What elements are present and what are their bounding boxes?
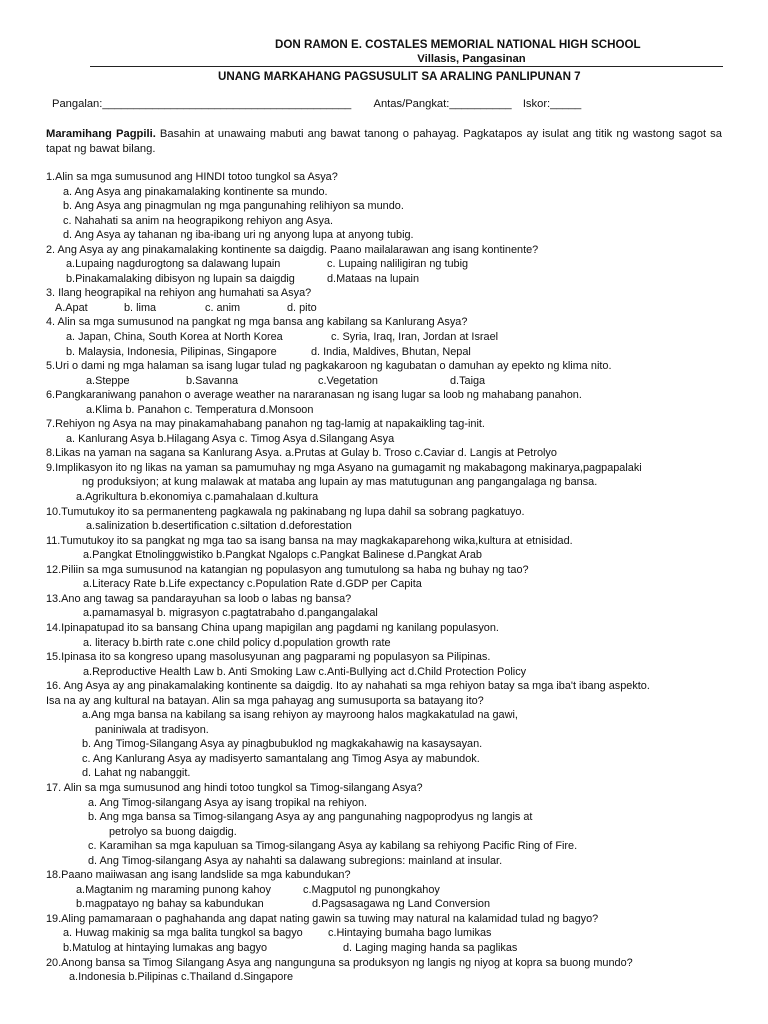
question-text: Isa na ay ang kultural na batayan. Alin sa mga pahayag ang sumusuporta sa batayang ito? [46, 694, 484, 707]
choice-line: a. literacy b.birth rate c.one child policy d.population growth rate [83, 636, 391, 649]
instructions-title: Maramihang Pagpili. [46, 128, 156, 140]
choice: d. Laging maging handa sa paglikas [343, 941, 518, 954]
choice-row [46, 897, 726, 912]
choice: b. Malaysia, Indonesia, Pilipinas, Singapore [66, 345, 277, 358]
choice-line: a. Ang Timog-silangang Asya ay isang tropikal na rehiyon. [88, 796, 368, 809]
choice-row [46, 272, 726, 287]
question-19: 19.Aling pamamaraan o paghahanda ang dapat nating gawin sa tuwing may natural na kalamidad tulad ng bagyo? [46, 912, 599, 925]
choice-line: a.Ang mga bansa na kabilang sa isang rehiyon ay mayroong halos magkakatulad na gawi, [82, 709, 518, 722]
question-18: 18.Paano maiiwasan ang isang landslide sa mga kabundukan? [46, 869, 351, 882]
question-6: 6.Pangkaraniwang panahon o average weather na nararanasan ng isang lugar sa loob ng mahabang panahon. [46, 389, 582, 402]
choice: c. Syria, Iraq, Iran, Jordan at Israel [331, 331, 499, 344]
choice-row [46, 926, 726, 941]
question-2: 2. Ang Asya ay ang pinakamalaking kontinente sa daigdig. Paano mailalarawan ang isang kontinente? [46, 243, 539, 256]
choice-line: a.salinization b.desertification c.siltation d.deforestation [86, 520, 352, 533]
choice: b. lima [124, 301, 157, 314]
instructions-text: Basahin at unawaing mabuti ang bawat tanong o pahayag. Pagkatapos ay isulat ang titik ng wastong sagot sa tapat ng bawat bilang. [46, 128, 722, 155]
choice-line: c. Nahahati sa anim na heograpikong rehiyon ang Asya. [63, 214, 334, 227]
choice-line: d. Ang Asya ay tahanan ng iba-ibang uri ng anyong lupa at anyong tubig. [63, 229, 414, 242]
choice-row [46, 374, 726, 389]
choice: b.Matulog at hintaying lumakas ang bagyo [63, 941, 268, 954]
choice-row [46, 301, 726, 316]
choice: a. Huwag makinig sa mga balita tungkol sa bagyo [63, 927, 303, 940]
question-5: 5.Uri o dami ng mga halaman sa isang lugar tulad ng pagkakaroon ng kagubatan o damuhan ay epekto ng klima nito. [46, 360, 612, 373]
choice: c.Magputol ng punongkahoy [303, 883, 440, 896]
choice: a.Steppe [86, 374, 130, 387]
choice: d. India, Maldives, Bhutan, Nepal [311, 345, 471, 358]
question-4: 4. Alin sa mga sumusunod na pangkat ng mga bansa ang kabilang sa Kanlurang Asya? [46, 316, 468, 329]
choice-line: c. Ang Kanlurang Asya ay madisyerto samantalang ang Timog Asya ay mabundok. [82, 752, 480, 765]
choice-line: a. Kanlurang Asya b.Hilagang Asya c. Timog Asya d.Silangang Asya [66, 432, 395, 445]
question-16: 16. Ang Asya ay ang pinakamalaking kontinente sa daigdig. Ito ay nahahati sa mga rehiyon batay sa mga iba't ibang aspekto. [46, 680, 650, 693]
choice-line: b. Ang mga bansa sa Timog-silangang Asya ay ang pangunahing nagpoprodyus ng langis at [88, 811, 533, 824]
instructions [46, 127, 722, 157]
grade-section-field[interactable]: Antas/Pangkat:__________ [373, 98, 512, 110]
choice-line: paniniwala at tradisyon. [95, 723, 209, 736]
choice-row [46, 257, 726, 272]
choice-line: a.Literacy Rate b.Life expectancy c.Population Rate d.GDP per Capita [83, 578, 422, 591]
choice: a.Magtanim ng maraming punong kahoy [76, 883, 271, 896]
choice-line: c. Karamihan sa mga kapuluan sa Timog-silangang Asya ay kabilang sa rehiyong Pacific Ring of Fire. [88, 840, 578, 853]
choice: b.Savanna [186, 374, 239, 387]
question-9: 9.Implikasyon ito ng likas na yaman sa pamumuhay ng mga Asyano na gumagamit ng makabagong makinarya,pagpapalaki [46, 461, 642, 474]
choice-line: b. Ang Timog-Silangang Asya ay pinagbubuklod ng magkakahawig na kasaysayan. [82, 738, 483, 751]
choice: A.Apat [55, 301, 88, 314]
questions-list [46, 170, 726, 985]
choice: d. pito [287, 301, 317, 314]
question-3: 3. Ilang heograpikal na rehiyon ang humahati sa Asya? [46, 287, 312, 300]
choice: a. Japan, China, South Korea at North Korea [66, 331, 283, 344]
school-location: Villasis, Pangasinan [417, 53, 526, 65]
choice-row [46, 330, 726, 345]
question-10: 10.Tumutukoy ito sa permanenteng pagkawala ng pakinabang ng lupa dahil sa sobrang pagkatuyo. [46, 505, 525, 518]
question-14: 14.Ipinapatupad ito sa bansang China upang mapigilan ang pagdami ng kanilang populasyon. [46, 621, 499, 634]
choice: c. anim [205, 301, 241, 314]
choice-line: b. Ang Asya ang pinagmulan ng mga pangunahing relihiyon sa mundo. [63, 200, 404, 213]
question-11: 11.Tumutukoy ito sa pangkat ng mga tao sa isang bansa na may magkakaparehong wika,kultura at etnisidad. [46, 534, 573, 547]
choice-line: a.Agrikultura b.ekonomiya c.pamahalaan d.kultura [76, 491, 319, 504]
choice: c.Hintaying bumaha bago lumikas [328, 927, 492, 940]
choice: d.Pagsasagawa ng Land Conversion [312, 898, 491, 911]
choice-line: a.Reproductive Health Law b. Anti Smoking Law c.Anti-Bullying act d.Child Protection Policy [83, 665, 527, 678]
choice-line: a.Indonesia b.Pilipinas c.Thailand d.Singapore [69, 971, 294, 984]
school-name: DON RAMON E. COSTALES MEMORIAL NATIONAL HIGH SCHOOL [275, 38, 641, 51]
choice-line: a.Klima b. Panahon c. Temperatura d.Monsoon [86, 403, 314, 416]
choice: b.Pinakamalaking dibisyon ng lupain sa daigdig [66, 272, 295, 285]
choice-line: a. Ang Asya ang pinakamalaking kontinente sa mundo. [63, 185, 328, 198]
question-7: 7.Rehiyon ng Asya na may pinakamahabang panahon ng tag-lamig at napakaikling tag-init. [46, 418, 485, 431]
choice-line: a.Pangkat Etnolinggwistiko b.Pangkat Ngalops c.Pangkat Balinese d.Pangkat Arab [83, 549, 482, 562]
student-info-line [52, 98, 581, 110]
question-text: ng produksiyon; at kung malawak at mataba ang lupain ay mas matutugunan ang pangangalaga ng bansa. [82, 476, 598, 489]
question-17: 17. Alin sa mga sumusunod ang hindi totoo tungkol sa Timog-silangang Asya? [46, 781, 423, 794]
choice-row [46, 345, 726, 360]
header-divider [90, 66, 723, 67]
question-15: 15.Ipinasa ito sa kongreso upang masolusyunan ang pagparami ng populasyon sa Pilipinas. [46, 651, 491, 664]
choice: c. Lupaing naliligiran ng tubig [327, 258, 469, 271]
exam-title: UNANG MARKAHANG PAGSUSULIT SA ARALING PANLIPUNAN 7 [218, 70, 581, 83]
choice-line: petrolyo sa buong daigdig. [109, 825, 237, 838]
question-1: 1.Alin sa mga sumusunod ang HINDI totoo tungkol sa Asya? [46, 171, 338, 183]
choice: a.Lupaing nagdurogtong sa dalawang lupain [66, 258, 281, 271]
choice: d.Taiga [450, 374, 486, 387]
choice: c.Vegetation [318, 374, 378, 387]
choice-line: d. Ang Timog-silangang Asya ay nahahti sa dalawang subregions: mainland at insular. [88, 854, 503, 867]
choice: d.Mataas na lupain [327, 272, 420, 285]
name-field[interactable]: Pangalan:________________________________________ [52, 98, 352, 110]
choice-line: a.pamamasyal b. migrasyon c.pagtatrabaho d.pangangalakal [83, 607, 378, 620]
score-field[interactable]: Iskor:_____ [522, 98, 582, 110]
question-8: 8.Likas na yaman na sagana sa Kanlurang Asya. a.Prutas at Gulay b. Troso c.Caviar d. Langis at Petrolyo [46, 447, 557, 460]
choice-row [46, 941, 726, 956]
choice: b.magpatayo ng bahay sa kabundukan [76, 898, 264, 911]
choice-row [46, 883, 726, 898]
question-13: 13.Ano ang tawag sa pandarayuhan sa loob o labas ng bansa? [46, 592, 352, 605]
question-12: 12.Piliin sa mga sumusunod na katangian ng populasyon ang tumutulong sa haba ng buhay ng tao? [46, 563, 529, 576]
choice-line: d. Lahat ng nabanggit. [82, 767, 191, 780]
question-20: 20.Anong bansa sa Timog Silangang Asya ang nangunguna sa produksyon ng langis ng niyog at kopra sa buong mundo? [46, 956, 633, 969]
